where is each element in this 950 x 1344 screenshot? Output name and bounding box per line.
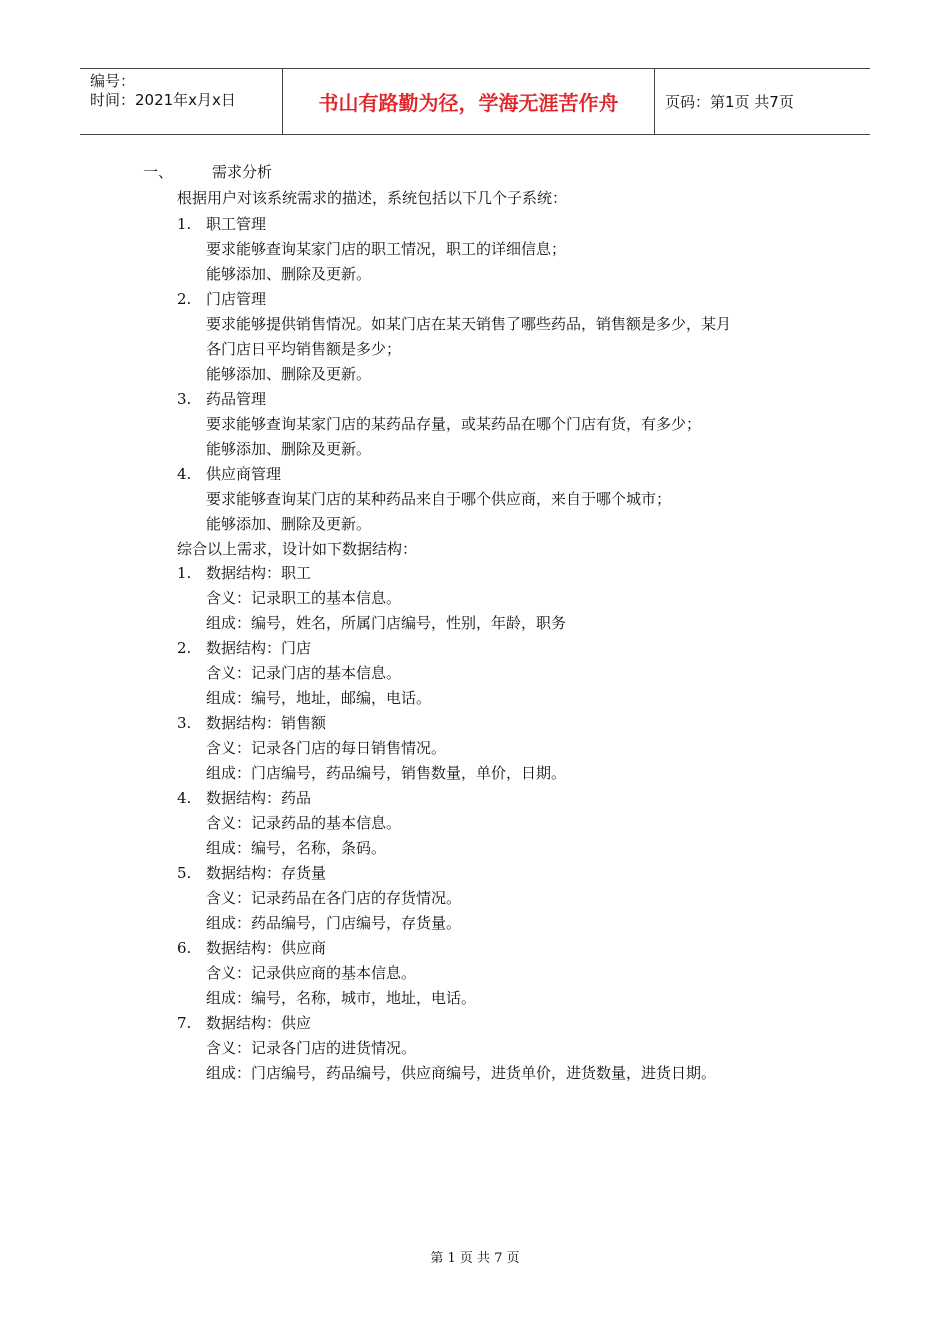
list-number: 3. — [177, 714, 192, 732]
text-line: 各门店日平均销售额是多少； — [206, 340, 402, 358]
text-line: 供应商管理 — [206, 465, 282, 483]
text-line: 要求能够查询某家门店的职工情况，职工的详细信息； — [206, 240, 567, 258]
list-number: 4. — [177, 465, 192, 483]
text-line: 组成：编号，名称，条码。 — [206, 839, 387, 857]
text-line: 综合以上需求，设计如下数据结构： — [177, 540, 418, 558]
text-line: 数据结构：销售额 — [206, 714, 327, 732]
text-line: 组成：门店编号，药品编号，销售数量，单价，日期。 — [206, 764, 567, 782]
section-number: 一、 — [143, 163, 174, 181]
text-line: 含义：记录药品在各门店的存货情况。 — [206, 889, 462, 907]
list-number: 4. — [177, 789, 192, 807]
text-line: 数据结构：职工 — [206, 564, 312, 582]
text-line: 数据结构：供应商 — [206, 939, 327, 957]
text-line: 要求能够提供销售情况。如某门店在某天销售了哪些药品，销售额是多少，某月 — [206, 315, 732, 333]
text-line: 组成：编号，姓名，所属门店编号，性别，年龄，职务 — [206, 614, 567, 632]
list-number: 1. — [177, 564, 192, 582]
text-line: 组成：药品编号，门店编号，存货量。 — [206, 914, 462, 932]
section-title: 需求分析 — [212, 163, 273, 181]
header-meta — [80, 69, 282, 134]
text-line: 含义：记录各门店的进货情况。 — [206, 1039, 417, 1057]
text-line: 能够添加、删除及更新。 — [206, 515, 372, 533]
list-number: 2. — [177, 639, 192, 657]
text-line: 含义：记录门店的基本信息。 — [206, 664, 402, 682]
text-line: 能够添加、删除及更新。 — [206, 365, 372, 383]
page-footer: 第 1 页 共 7 页 — [430, 1251, 520, 1266]
text-line: 根据用户对该系统需求的描述，系统包括以下几个子系统： — [177, 189, 568, 207]
text-line: 能够添加、删除及更新。 — [206, 440, 372, 458]
header-date: 时间：2021年x月x日 — [90, 91, 236, 109]
text-line: 组成：门店编号，药品编号，供应商编号，进货单价，进货数量，进货日期。 — [206, 1064, 717, 1082]
text-line: 能够添加、删除及更新。 — [206, 265, 372, 283]
list-number: 2. — [177, 290, 192, 308]
list-number: 3. — [177, 390, 192, 408]
text-line: 含义：记录药品的基本信息。 — [206, 814, 402, 832]
header-number: 编号： — [90, 72, 136, 90]
text-line: 要求能够查询某门店的某种药品来自于哪个供应商，来自于哪个城市； — [206, 490, 672, 508]
text-line: 组成：编号，地址，邮编，电话。 — [206, 689, 432, 707]
text-line: 组成：编号，名称，城市，地址，电话。 — [206, 989, 477, 1007]
text-line: 数据结构：药品 — [206, 789, 312, 807]
text-line: 含义：记录各门店的每日销售情况。 — [206, 739, 447, 757]
text-line: 职工管理 — [206, 215, 267, 233]
text-line: 数据结构：存货量 — [206, 864, 327, 882]
text-line: 门店管理 — [206, 290, 267, 308]
list-number: 1. — [177, 215, 192, 233]
header-page-info: 页码：第1页 共7页 — [665, 93, 794, 111]
text-line: 含义：记录供应商的基本信息。 — [206, 964, 417, 982]
list-number: 7. — [177, 1014, 192, 1032]
text-line: 药品管理 — [206, 390, 267, 408]
page-header — [80, 68, 870, 135]
text-line: 数据结构：门店 — [206, 639, 312, 657]
text-line: 要求能够查询某家门店的某药品存量，或某药品在哪个门店有货，有多少； — [206, 415, 702, 433]
list-number: 6. — [177, 939, 192, 957]
header-motto: 书山有路勤为径，学海无涯苦作舟 — [282, 69, 655, 134]
list-number: 5. — [177, 864, 192, 882]
text-line: 数据结构：供应 — [206, 1014, 312, 1032]
text-line: 含义：记录职工的基本信息。 — [206, 589, 402, 607]
